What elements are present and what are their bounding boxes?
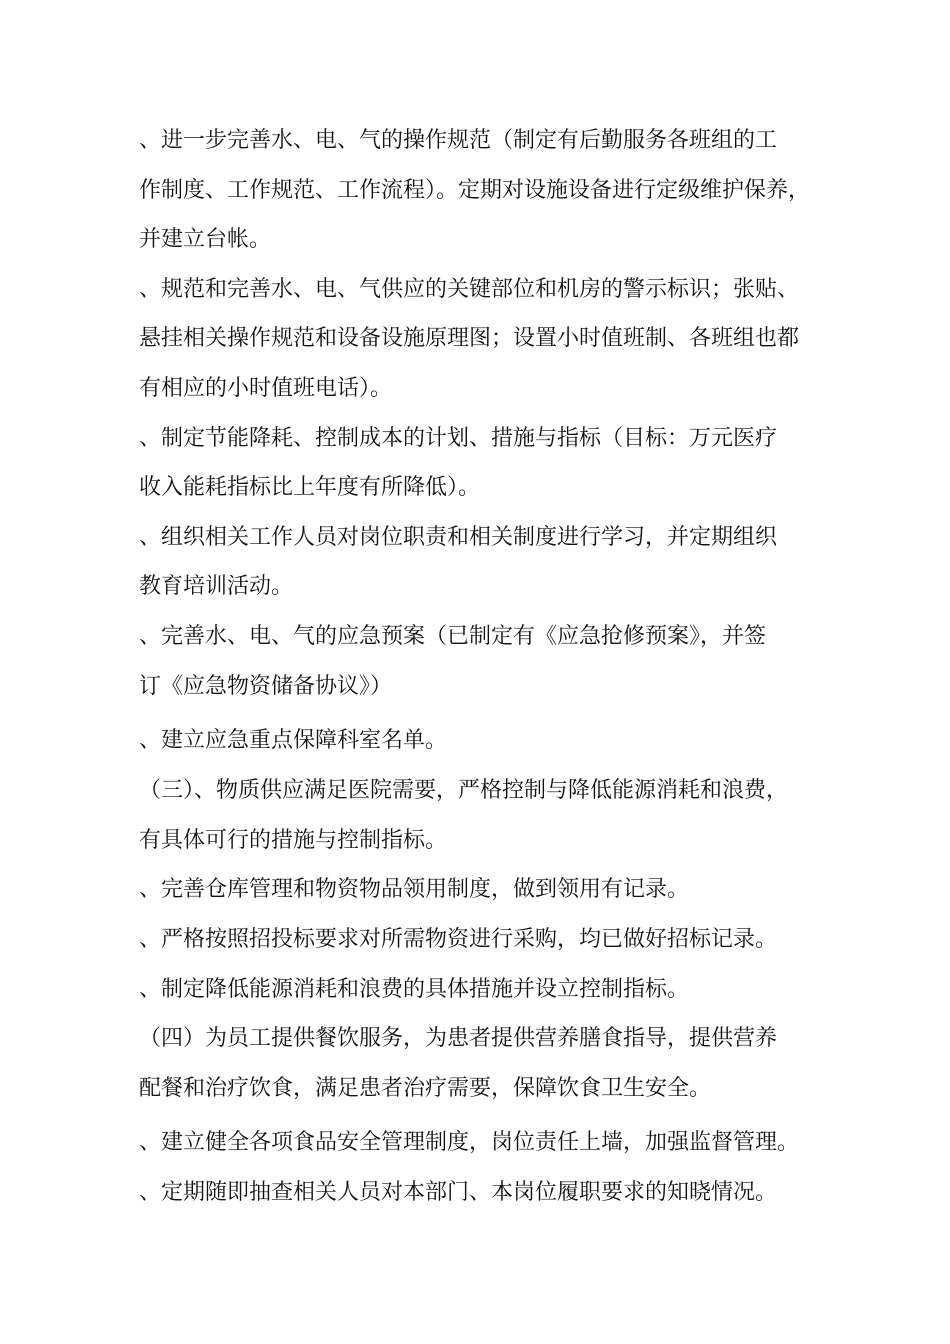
paragraph-line: 、定期随即抽查相关人员对本部门、本岗位履职要求的知晓情况。 — [139, 1180, 778, 1205]
paragraph-line: 并建立台帐。 — [139, 227, 272, 252]
paragraph-line: 有具体可行的措施与控制指标。 — [139, 828, 448, 853]
paragraph-line: 悬挂相关操作规范和设备设施原理图；设置小时值班制、各班组也都 — [139, 326, 800, 351]
paragraph-line: 作制度、工作规范、工作流程）。定期对设施设备进行定级维护保养， — [139, 178, 811, 203]
paragraph-line: 收入能耗指标比上年度有所降低）。 — [139, 475, 481, 500]
paragraph-line: （三）、物质供应满足医院需要，严格控制与降低能源消耗和浪费， — [139, 778, 789, 803]
paragraph-line: 、完善仓库管理和物资物品领用制度，做到领用有记录。 — [139, 877, 690, 902]
paragraph-line: 教育培训活动。 — [139, 574, 294, 599]
paragraph-line: 、建立健全各项食品安全管理制度，岗位责任上墙，加强监督管理。 — [139, 1130, 800, 1155]
paragraph-line: 、规范和完善水、电、气供应的关键部位和机房的警示标识；张贴、 — [139, 277, 800, 302]
paragraph-line: （四）为员工提供餐饮服务，为患者提供营养膳食指导，提供营养 — [139, 1026, 778, 1051]
paragraph-line: 、严格按照招投标要求对所需物资进行采购，均已做好招标记录。 — [139, 927, 778, 952]
paragraph-line: 、进一步完善水、电、气的操作规范（制定有后勤服务各班组的工 — [139, 128, 778, 153]
paragraph-line: 配餐和治疗饮食，满足患者治疗需要，保障饮食卫生安全。 — [139, 1076, 712, 1101]
paragraph-line: 、组织相关工作人员对岗位职责和相关制度进行学习，并定期组织 — [139, 525, 778, 550]
paragraph-line: 订《应急物资储备协议》） — [139, 674, 393, 699]
paragraph-line: 、完善水、电、气的应急预案（已制定有《应急抢修预案》，并签 — [139, 624, 767, 649]
paragraph-line: 有相应的小时值班电话）。 — [139, 376, 393, 401]
paragraph-line: 、制定降低能源消耗和浪费的具体措施并设立控制指标。 — [139, 977, 690, 1002]
paragraph-line: 、制定节能降耗、控制成本的计划、措施与指标（目标：万元医疗 — [139, 426, 778, 451]
paragraph-line: 、建立应急重点保障科室名单。 — [139, 728, 448, 753]
